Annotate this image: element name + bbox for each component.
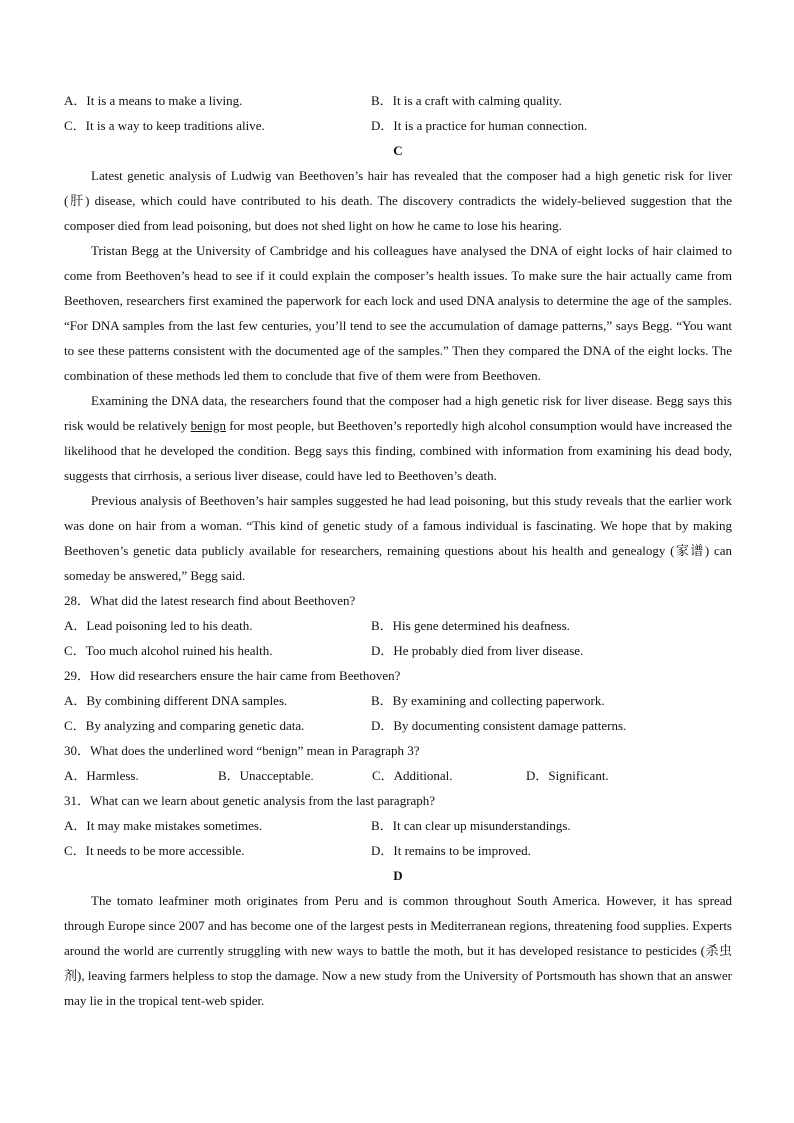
section-d-paragraph-1: [64, 888, 732, 1013]
question-31-stem: 31．What can we learn about genetic analysis from the last paragraph?: [64, 793, 436, 808]
question-28-option-c: C．Too much alcohol ruined his health.: [64, 643, 273, 658]
question-30-options-row: [64, 763, 732, 788]
question-31-options-row-2: [64, 838, 732, 863]
question-31-option-d: D．It remains to be improved.: [371, 843, 531, 858]
question-29-options-row-1: [64, 688, 732, 713]
section-c-paragraph-3: [64, 388, 732, 488]
question-28-options-row-1: [64, 613, 732, 638]
section-c-paragraph-4-text: Previous analysis of Beethoven’s hair samples suggested he had lead poisoning, but this study reveals that the earlier work was done on hair from a woman. “This kind of genetic study of a famous individual is fascinating. We hope that by making Beethoven’s genetic data publicly available for researchers, remaining questions about his health and genealogy (家谱) can someday be answered,” Begg said.: [64, 493, 732, 583]
section-c-paragraph-4: [64, 488, 732, 588]
question-30-option-d: D．Significant.: [526, 768, 609, 783]
section-d-heading: D: [393, 868, 403, 883]
section-c-paragraph-2: [64, 238, 732, 388]
prev-option-d: D．It is a practice for human connection.: [371, 118, 588, 133]
question-28-stem: 28．What did the latest research find about Beethoven?: [64, 593, 356, 608]
question-29-option-d: D．By documenting consistent damage patterns.: [371, 718, 627, 733]
question-29-options-row-2: [64, 713, 732, 738]
question-30-stem: 30．What does the underlined word “benign” mean in Paragraph 3?: [64, 743, 420, 758]
prev-option-b: B．It is a craft with calming quality.: [371, 93, 562, 108]
section-c-paragraph-1-text: Latest genetic analysis of Ludwig van Beethoven’s hair has revealed that the composer had a high genetic risk for liver (肝) disease, which could have contributed to his death. The discovery contradicts the widely-believed suggestion that the composer died from lead poisoning, but does not shed light on how he came to lose his hearing.: [64, 168, 732, 233]
exam-page: [64, 88, 732, 1013]
question-29-option-c: C．By analyzing and comparing genetic data.: [64, 718, 305, 733]
question-30-option-b: B．Unacceptable.: [218, 768, 314, 783]
question-28-option-d: D．He probably died from liver disease.: [371, 643, 584, 658]
question-31-option-c: C．It needs to be more accessible.: [64, 843, 245, 858]
question-31-option-a: A．It may make mistakes sometimes.: [64, 818, 263, 833]
section-c-paragraph-3-text-b: for most people, but Beethoven’s reportedly high alcohol consumption would have increased the likelihood that he developed the condition. Begg says this finding, combined with information from examining his dead body, suggests that cirrhosis, a serious liver disease, could have led to Beethoven’s death.: [64, 418, 733, 483]
prev-option-c: C．It is a way to keep traditions alive.: [64, 118, 265, 133]
prev-options-row-2: [64, 113, 732, 138]
question-30-option-a: A．Harmless.: [64, 768, 139, 783]
underlined-word-benign: benign: [190, 418, 226, 433]
section-c-paragraph-1: [64, 163, 732, 238]
section-d-paragraph-1-text: The tomato leafminer moth originates from Peru and is common throughout South America. However, it has spread through Europe since 2007 and has become one of the largest pests in Mediterranean regions, threatening food supplies. Experts around the world are currently struggling with new ways to battle the moth, but it has developed resistance to pesticides (杀虫剂), leaving farmers helpless to stop the damage. Now a new study from the University of Portsmouth has shown that an answer may lie in the tropical tent-web spider.: [64, 893, 732, 1008]
question-28-option-a: A．Lead poisoning led to his death.: [64, 618, 253, 633]
section-c-heading: C: [393, 143, 403, 158]
question-31-option-b: B．It can clear up misunderstandings.: [371, 818, 571, 833]
question-29-stem: 29．How did researchers ensure the hair came from Beethoven?: [64, 668, 401, 683]
question-30-option-c: C．Additional.: [372, 768, 453, 783]
prev-options-row-1: [64, 88, 732, 113]
question-29-option-b: B．By examining and collecting paperwork.: [371, 693, 605, 708]
section-c-paragraph-2-text: Tristan Begg at the University of Cambridge and his colleagues have analysed the DNA of eight locks of hair claimed to come from Beethoven’s head to see if it could explain the composer’s health issues. To make sure the hair actually came from Beethoven, researchers first examined the paperwork for each lock and used DNA analysis to determine the age of the samples. “For DNA samples from the last few centuries, you’ll tend to see the accumulation of damage patterns,” says Begg. “You want to see these patterns consistent with the documented age of the samples.” Then they compared the DNA of the eight locks. The combination of these methods led them to conclude that five of them were from Beethoven.: [64, 243, 732, 383]
question-31-options-row-1: [64, 813, 732, 838]
section-c-paragraph-3-text-a: Examining the DNA data, the researchers found that the composer had a high genetic risk for liver disease. Begg says this risk would be relatively: [64, 393, 732, 433]
question-29-option-a: A．By combining different DNA samples.: [64, 693, 288, 708]
question-28-options-row-2: [64, 638, 732, 663]
prev-option-a: A．It is a means to make a living.: [64, 93, 243, 108]
question-28-option-b: B．His gene determined his deafness.: [371, 618, 570, 633]
